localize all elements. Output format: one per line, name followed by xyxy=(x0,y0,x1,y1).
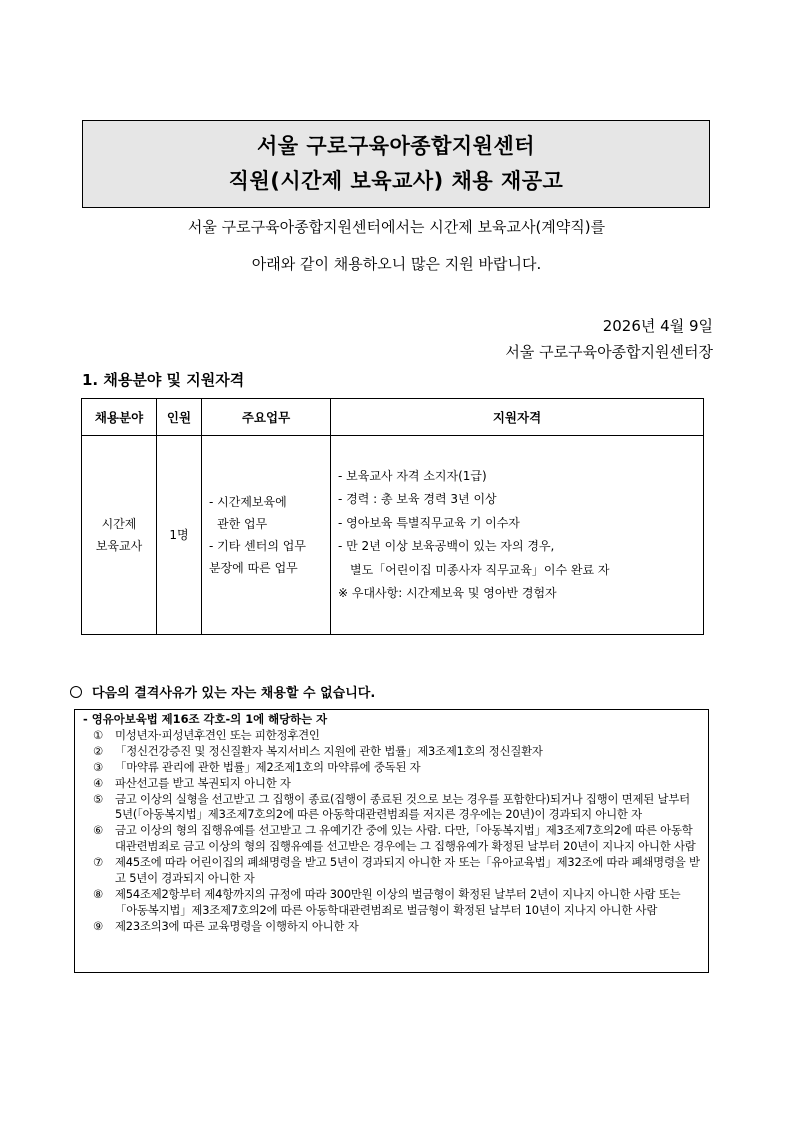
recruitment-table xyxy=(81,398,704,635)
disqualification-box-title: - 영유아보육법 제16조 각호-의 1에 해당하는 자 xyxy=(83,712,328,726)
list-item xyxy=(83,823,700,855)
list-item xyxy=(83,776,700,792)
disqualification-title: 다음의 결격사유가 있는 자는 채용할 수 없습니다. xyxy=(92,686,376,701)
cell-count: 1명 xyxy=(157,436,202,635)
qualification-line: - 영아보육 특별직무교육 기 이수자 xyxy=(338,515,520,530)
item-text: 금고 이상의 형의 집행유예를 선고받고 그 유예기간 중에 있는 사람. 다만,「아동복지법」제3조제7호의2에 따른 아동학대관련범죄로 금고 이상의 형의 집행유예를 선고받은 경우에는 그 집행유예가 확정된 날부터 20년이 지나지 아니한 사람 xyxy=(115,823,696,854)
item-number: ⑥ xyxy=(93,823,104,838)
field-line: 보육교사 xyxy=(95,539,143,553)
item-text: 제54조제2항부터 제4항까지의 규정에 따라 300만원 이상의 벌금형이 확정된 날부터 2년이 지나지 아니한 사람 또는「아동복지법」제3조제7호의2에 따른 아동학대관련범죄로 벌금형이 확정된 날부터 10년이 지나지 아니한 사람 xyxy=(115,886,681,917)
table-header-row xyxy=(82,399,704,436)
item-number: ① xyxy=(93,727,104,742)
sender: 서울 구로구육아종합지원센터장 xyxy=(505,343,713,361)
qualification-line: - 경력 : 총 보육 경력 3년 이상 xyxy=(338,492,497,506)
list-item xyxy=(83,760,700,776)
list-item xyxy=(83,887,700,919)
qualification-line: ※ 우대사항: 시간제보육 및 영아반 경험자 xyxy=(338,586,557,600)
title-line-2: 직원(시간제 보육교사) 채용 재공고 xyxy=(228,169,564,193)
item-text: 파산선고를 받고 복권되지 아니한 자 xyxy=(115,775,291,790)
item-number: ④ xyxy=(93,775,104,790)
item-number: ③ xyxy=(93,759,104,774)
header-qualifications: 지원자격 xyxy=(331,399,704,436)
field-line: 시간제 xyxy=(101,517,137,531)
item-number: ⑨ xyxy=(93,918,104,933)
duty-line: - 기타 센터의 업무 xyxy=(209,539,306,553)
item-number: ② xyxy=(93,743,104,758)
header-field: 채용분야 xyxy=(82,399,157,436)
list-item xyxy=(83,744,700,760)
item-number: ⑦ xyxy=(93,855,104,870)
list-item xyxy=(83,792,700,824)
duty-line: 관한 업무 xyxy=(217,517,268,531)
item-text: 금고 이상의 실형을 선고받고 그 집행이 종료(집행이 종료된 것으로 보는 경우를 포함한다)되거나 집행이 면제된 날부터 5년(「아동복지법」제3조제7호의2에 따른 아동학대관련범죄를 저지른 경우에는 20년)이 경과되지 아니한 자 xyxy=(115,791,690,822)
cell-duties xyxy=(202,436,331,635)
duty-line: - 시간제보육에 xyxy=(209,495,287,509)
cell-qualifications xyxy=(331,436,704,635)
announcement-date: 2026년 4월 9일 xyxy=(602,317,713,335)
disqualification-box xyxy=(74,709,709,973)
qualification-line: - 보육교사 자격 소지자(1급) xyxy=(338,468,487,483)
item-text: 「마약류 관리에 관한 법률」제2조제1호의 마약류에 중독된 자 xyxy=(115,759,421,774)
title-box xyxy=(82,120,710,208)
duty-line: 분장에 따른 업무 xyxy=(209,561,298,575)
item-text: 제45조에 따라 어린이집의 폐쇄명령을 받고 5년이 경과되지 아니한 자 또는「유아교육법」제32조에 따라 폐쇄명령을 받고 5년이 경과되지 아니한 자 xyxy=(115,855,700,886)
circle-bullet-icon xyxy=(70,686,82,698)
section-title: 1. 채용분야 및 지원자격 xyxy=(82,371,245,389)
list-item xyxy=(83,855,700,887)
title-line-1: 서울 구로구육아종합지원센터 xyxy=(256,134,536,158)
list-item xyxy=(83,728,700,744)
item-number: ⑤ xyxy=(93,791,104,806)
item-number: ⑧ xyxy=(93,886,104,901)
intro-line-1: 서울 구로구육아종합지원센터에서는 시간제 보육교사(계약직)를 xyxy=(187,218,606,236)
table-row xyxy=(82,436,704,635)
intro-line-2: 아래와 같이 채용하오니 많은 지원 바랍니다. xyxy=(251,255,542,273)
list-item xyxy=(83,919,700,935)
cell-field xyxy=(82,436,157,635)
qualification-line: - 만 2년 이상 보육공백이 있는 자의 경우, xyxy=(338,539,555,553)
item-text: 제23조의3에 따른 교육명령을 이행하지 아니한 자 xyxy=(115,918,359,933)
item-text: 미성년자·피성년후견인 또는 피한정후견인 xyxy=(115,727,320,742)
item-text: 「정신건강증진 및 정신질환자 복지서비스 지원에 관한 법률」제3조제1호의 정신질환자 xyxy=(115,743,543,758)
disqualification-heading xyxy=(70,682,375,701)
header-duties: 주요업무 xyxy=(202,399,331,436)
header-count: 인원 xyxy=(157,399,202,436)
qualification-line: 별도「어린이집 미종사자 직무교육」이수 완료 자 xyxy=(350,562,610,577)
